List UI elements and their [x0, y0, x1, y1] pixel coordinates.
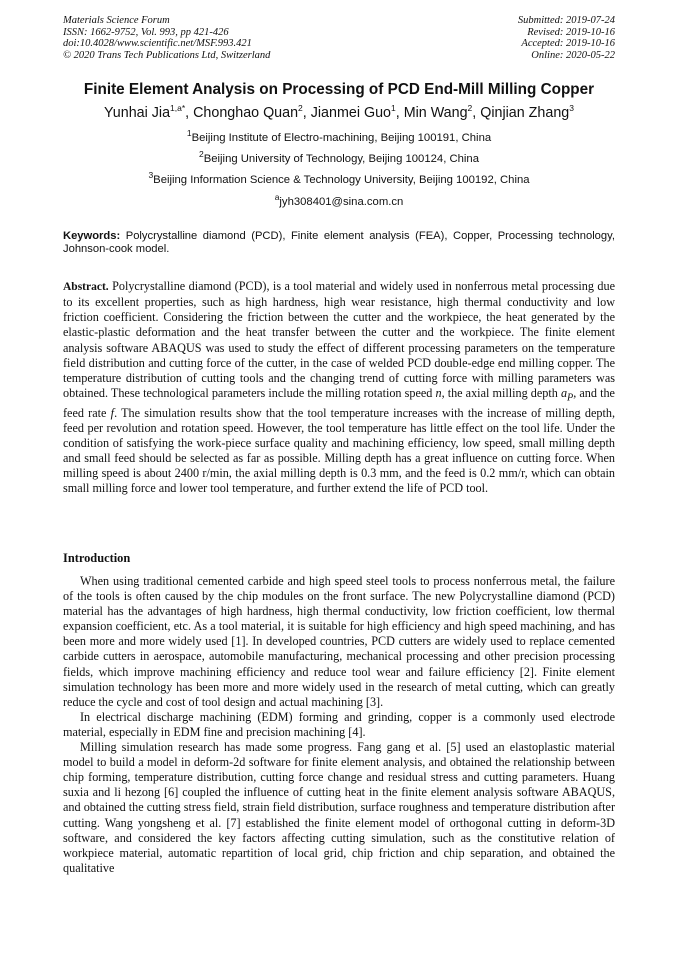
author-sup: 2 — [467, 103, 473, 114]
author-name: Chonghao Quan — [193, 105, 299, 121]
affiliation-3 — [40, 170, 638, 186]
affiliation-text: Beijing Information Science & Technology University, Beijing 100192, China — [153, 174, 530, 186]
author-separator: , — [185, 105, 194, 121]
publication-dates — [518, 15, 615, 62]
abstract-text-2: , the axial milling depth — [441, 386, 558, 401]
keywords — [63, 230, 615, 257]
affiliation-sup: 1 — [186, 128, 192, 139]
doi-line: doi:10.4028/www.scientific.net/MSF.993.421 — [63, 38, 252, 50]
paragraph: When using traditional cemented carbide and high speed steel tools to process nonferrous metal, the failure of the tools is often caused by the chip modules on the front surface. The new Polycrystalline diamond (PCD) material has the advantages of high hardness, high thermal conductivity, low friction coefficient, low thermal expansion coefficient, etc. As a tool material, it is suitable for high efficiency and high speed machining, and has been more and more widely used [1]. In developed countries, PCD cutters are widely used to replace cemented carbide cutters in aerospace, automobile manufacturing, mechanical processing and other precision processing fields, which improve machining efficiency and reduce tool wear and failure efficiency [2]. Finite element simulation technology has been more and more widely used in the research of metal cutting, which can greatly reduce the cycle and cost of tool design and actual machining [3]. — [63, 574, 615, 709]
abstract — [63, 279, 615, 497]
revised-date: Revised: 2019-10-16 — [527, 26, 615, 38]
author-sup: 2 — [298, 103, 303, 114]
email-sup: a — [274, 192, 280, 203]
affiliation-sup: 2 — [198, 149, 204, 160]
corresponding-email — [40, 192, 638, 208]
author-separator: , — [302, 105, 311, 121]
journal-info — [63, 15, 270, 62]
author-separator: , — [395, 105, 404, 121]
copyright-line: © 2020 Trans Tech Publications Ltd, Switzerland — [63, 50, 271, 62]
author-name: Yunhai Jia — [104, 105, 171, 121]
paragraph: In electrical discharge machining (EDM) forming and grinding, copper is a commonly used electrode material, especially in EDM fine and precision machining [4]. — [63, 709, 615, 739]
author-sup: 3 — [569, 103, 574, 114]
journal-name: Materials Science Forum — [63, 15, 170, 26]
introduction-body — [63, 574, 615, 876]
author-sup: 1,a* — [170, 103, 186, 114]
section-heading-introduction: Introduction — [63, 551, 131, 565]
abstract-text-3: , and the feed rate — [63, 386, 615, 420]
author-sup: 1 — [391, 103, 396, 114]
paper-title: Finite Element Analysis on Processing of PCD End-Mill Milling Copper — [83, 81, 595, 98]
issn-line: ISSN: 1662-9752, Vol. 993, pp 421-426 — [63, 26, 229, 38]
affiliation-2 — [40, 149, 638, 165]
accepted-date: Accepted: 2019-10-16 — [521, 38, 615, 50]
keywords-label: Keywords: — [63, 230, 121, 242]
affiliation-text: Beijing University of Technology, Beijing 100124, China — [203, 153, 479, 165]
var-ap-base: a — [560, 386, 568, 401]
var-n: n — [435, 386, 442, 401]
keywords-text: Polycrystalline diamond (PCD), Finite element analysis (FEA), Copper, Processing technology, Johnson-cook model. — [63, 230, 615, 256]
submitted-date: Submitted: 2019-07-24 — [517, 15, 615, 26]
author-name: Qinjian Zhang — [480, 105, 570, 121]
abstract-text-4: . The simulation results show that the tool temperature increases with the increase of milling depth, feed per revolution and rotation speed. However, the tool temperature has little effect on the tool life. Under the condition of satisfying the work-piece surface quality and machining efficiency, low speed, small milling depth and small feed should be selected as far as possible. Milling depth has a great influence on cutting force. When milling speed is about 2400 r/min, the axial milling depth is 0.3 mm, and the feed is 0.2 mm/r, which can obtain small milling force and lower tool temperature, and further extend the life of PCD tool. — [63, 405, 615, 496]
abstract-label: Abstract. — [63, 281, 109, 293]
abstract-text-1: Polycrystalline diamond (PCD), is a tool material and widely used in nonferrous metal processing due to its excellent properties, such as high hardness, high wear resistance, high thermal conductivity and low friction coefficient. Considering the friction between the cutter and the workpiece, the heat generated by the elastic-plastic deformation and the heat transfer between the cutter and the workpiece. The finite element analysis software ABAQUS was used to study the effect of different processing parameters on the temperature field distribution and cutting force of the cutter, in the case of welded PCD double-edge end milling copper. The temperature distribution of cutting tools and the changing trend of cutting force with milling parameters was obtained. These technological parameters include the milling rotation speed — [63, 279, 615, 401]
paragraph: Milling simulation research has made some progress. Fang gang et al. [5] used an elastoplastic material model to build a model in deform-2d software for finite element analysis, and obtained the relationship between chip forming, temperature distribution, cutting force change and residual stress and cutting parameters. Huang suxia and li hezong [6] coupled the influence of cutting heat in the finite element analysis software ABAQUS, and obtained the cutting stress field, strain field distribution, surface roughness and temperature distribution after cutting. Wang yongsheng et al. [7] established the finite element model of orthogonal cutting in deform-3D software, and considered the key factors affecting cutting simulation, such as the constitutive relation of workpiece material, automatic repartition of local grid, chip friction and chip separation, and obtained the qualitative — [63, 740, 615, 875]
author-separator: , — [472, 105, 481, 121]
author-name: Min Wang — [403, 105, 468, 121]
online-date: Online: 2020-05-22 — [531, 50, 615, 62]
author-list — [40, 105, 638, 121]
author-name: Jianmei Guo — [310, 105, 391, 121]
var-ap-sub: P — [567, 392, 574, 404]
affiliation-text: Beijing Institute of Electro-machining, Beijing 100191, China — [191, 132, 492, 144]
var-f: f — [110, 405, 115, 420]
affiliation-sup: 3 — [148, 170, 154, 181]
email-text: jyh308401@sina.com.cn — [279, 196, 404, 208]
var-ap — [560, 386, 574, 404]
affiliation-1 — [40, 128, 638, 144]
